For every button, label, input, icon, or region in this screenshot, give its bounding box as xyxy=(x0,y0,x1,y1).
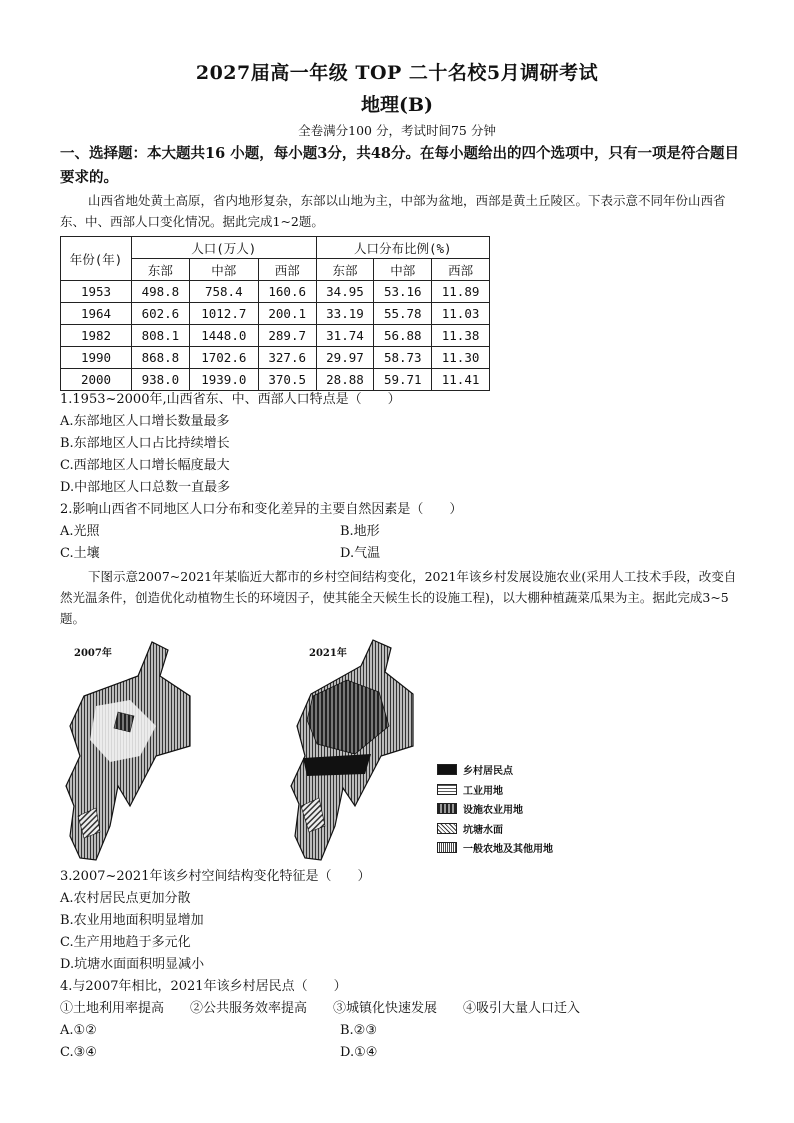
table-cell: 1939.0 xyxy=(189,369,258,391)
question-4-option-d[interactable]: D.①④ xyxy=(340,1045,378,1060)
legend-item xyxy=(437,819,553,839)
legend-swatch xyxy=(437,842,457,853)
question-2-option-a[interactable]: A.光照 xyxy=(60,524,100,539)
map-2007 xyxy=(66,642,190,860)
map-2007-label: 2007年 xyxy=(74,648,112,659)
table-cell: 758.4 xyxy=(189,281,258,303)
legend-label: 设施农业用地 xyxy=(463,805,523,817)
question-3-option-a[interactable]: A.农村居民点更加分散 xyxy=(60,891,191,906)
table-cell: 1990 xyxy=(61,347,132,369)
table-cell: 498.8 xyxy=(132,281,190,303)
table-cell: 1448.0 xyxy=(189,325,258,347)
legend-item xyxy=(437,838,553,858)
table-cell: 1953 xyxy=(61,281,132,303)
legend-swatch xyxy=(437,784,457,795)
question-1-option-a[interactable]: A.东部地区人口增长数量最多 xyxy=(60,414,230,429)
table-region-header: 中部 xyxy=(374,259,432,281)
table-region-header: 中部 xyxy=(189,259,258,281)
table-cell: 289.7 xyxy=(258,325,316,347)
table-cell: 200.1 xyxy=(258,303,316,325)
legend-swatch xyxy=(437,823,457,834)
question-4-items: ①土地利用率提高 ②公共服务效率提高 ③城镇化快速发展 ④吸引大量人口迁入 xyxy=(60,1001,581,1016)
map-2007-settlement xyxy=(114,712,134,732)
question-4-option-a[interactable]: A.①② xyxy=(60,1023,97,1038)
table-cell: 34.95 xyxy=(316,281,374,303)
table-cell: 938.0 xyxy=(132,369,190,391)
population-table xyxy=(60,236,490,391)
section-heading: 一、选择题：本大题共16 小题，每小题3分，共48分。在每小题给出的四个选项中，只有一项是符合题目要求的。 xyxy=(60,145,739,186)
table-region-header: 东部 xyxy=(316,259,374,281)
question-4-option-c[interactable]: C.③④ xyxy=(60,1045,97,1060)
subject-title: 地理(B) xyxy=(360,94,434,116)
question-4-stem: 4.与2007年相比，2021年该乡村居民点（ ） xyxy=(60,979,347,994)
legend-label: 工业用地 xyxy=(463,785,503,797)
exam-title: 2027届高一年级 TOP 二十名校5月调研考试 xyxy=(195,62,599,84)
question-3-stem: 3.2007~2021年该乡村空间结构变化特征是（ ） xyxy=(60,869,371,884)
table-ratio-header: 人口分布比例(%) xyxy=(316,237,489,259)
table-cell: 1012.7 xyxy=(189,303,258,325)
table-cell: 11.41 xyxy=(432,369,490,391)
table-cell: 602.6 xyxy=(132,303,190,325)
question-1-stem: 1.1953~2000年,山西省东、中、西部人口特点是（ ） xyxy=(60,392,401,407)
table-cell: 160.6 xyxy=(258,281,316,303)
table-cell: 58.73 xyxy=(374,347,432,369)
passage-2: 下图示意2007~2021年某临近大都市的乡村空间结构变化，2021年该乡村发展设施农业(采用人工技术手段，改变自然光温条件，创造优化动植物生长的环境因子，使其能全天候生长的设施工程)，以大棚种植蔬菜瓜果为主。据此完成3~5题。 xyxy=(60,569,737,626)
table-cell: 11.38 xyxy=(432,325,490,347)
table-cell: 1982 xyxy=(61,325,132,347)
legend-item xyxy=(437,760,553,780)
table-row xyxy=(61,281,490,303)
table-cell: 808.1 xyxy=(132,325,190,347)
question-3-option-d[interactable]: D.坑塘水面面积明显减小 xyxy=(60,957,205,972)
table-cell: 2000 xyxy=(61,369,132,391)
legend-item xyxy=(437,799,553,819)
land-use-maps xyxy=(60,636,440,866)
legend-label: 坑塘水面 xyxy=(463,824,503,836)
table-cell: 53.16 xyxy=(374,281,432,303)
question-2-option-b[interactable]: B.地形 xyxy=(340,524,380,539)
table-cell: 327.6 xyxy=(258,347,316,369)
table-region-header: 西部 xyxy=(258,259,316,281)
table-year-header: 年份(年) xyxy=(61,237,132,281)
map-2021-label: 2021年 xyxy=(309,648,347,659)
question-1-option-d[interactable]: D.中部地区人口总数一直最多 xyxy=(60,480,231,495)
question-1-option-c[interactable]: C.西部地区人口增长幅度最大 xyxy=(60,458,230,473)
question-2-option-d[interactable]: D.气温 xyxy=(340,546,381,561)
question-2-option-c[interactable]: C.土壤 xyxy=(60,546,100,561)
table-cell: 1964 xyxy=(61,303,132,325)
table-cell: 28.88 xyxy=(316,369,374,391)
table-cell: 31.74 xyxy=(316,325,374,347)
table-row xyxy=(61,347,490,369)
table-cell: 56.88 xyxy=(374,325,432,347)
table-cell: 11.03 xyxy=(432,303,490,325)
table-cell: 868.8 xyxy=(132,347,190,369)
table-pop-header: 人口(万人) xyxy=(132,237,317,259)
table-row xyxy=(61,325,490,347)
question-2-stem: 2.影响山西省不同地区人口分布和变化差异的主要自然因素是（ ） xyxy=(60,502,463,517)
table-row xyxy=(61,369,490,391)
table-cell: 11.89 xyxy=(432,281,490,303)
question-4-option-b[interactable]: B.②③ xyxy=(340,1023,377,1038)
legend-swatch xyxy=(437,764,457,775)
table-region-header: 西部 xyxy=(432,259,490,281)
table-row xyxy=(61,303,490,325)
legend-label: 一般农地及其他用地 xyxy=(463,844,553,856)
question-3-option-c[interactable]: C.生产用地趋于多元化 xyxy=(60,935,191,950)
table-cell: 33.19 xyxy=(316,303,374,325)
table-cell: 370.5 xyxy=(258,369,316,391)
table-cell: 55.78 xyxy=(374,303,432,325)
legend-swatch xyxy=(437,803,457,814)
map-legend xyxy=(437,760,553,858)
exam-meta: 全卷满分100 分，考试时间75 分钟 xyxy=(298,123,496,138)
question-3-option-b[interactable]: B.农业用地面积明显增加 xyxy=(60,913,204,928)
passage-1: 山西省地处黄土高原，省内地形复杂，东部以山地为主，中部为盆地，西部是黄土丘陵区。下表示意不同年份山西省东、中、西部人口变化情况。据此完成1~2题。 xyxy=(60,193,726,229)
table-cell: 29.97 xyxy=(316,347,374,369)
question-1-option-b[interactable]: B.东部地区人口占比持续增长 xyxy=(60,436,230,451)
table-region-header: 东部 xyxy=(132,259,190,281)
table-cell: 11.30 xyxy=(432,347,490,369)
legend-item xyxy=(437,780,553,800)
table-cell: 59.71 xyxy=(374,369,432,391)
legend-label: 乡村居民点 xyxy=(463,766,513,778)
map-2021 xyxy=(291,640,413,860)
table-cell: 1702.6 xyxy=(189,347,258,369)
